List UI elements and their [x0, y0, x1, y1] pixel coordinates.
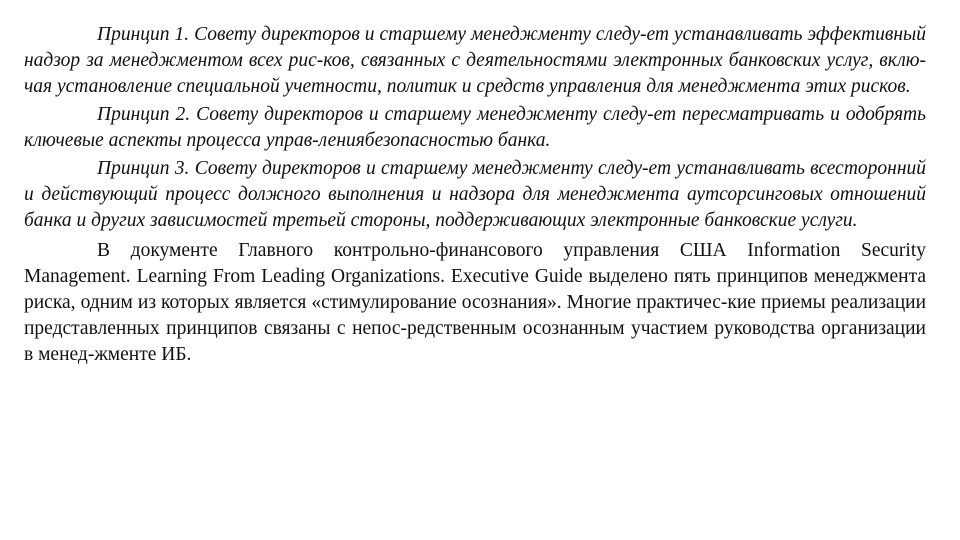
- gao-guide-paragraph: В документе Главного контрольно-финансового управления США Information Security Management. Learning From Leading Organizations. Executive Guide выделено пять принципов менеджмента риска, одним из которых является «стимулирование осознания». Многие практичес-кие приемы реализации представленных принципов связаны с непос-редственным осознанным участием руководства организации в менед-жменте ИБ.: [24, 240, 926, 365]
- document-page: [24, 22, 926, 370]
- principle-1-paragraph: Принцип 1. Совету директоров и старшему менеджменту следу-ет устанавливать эффективный надзор за менеджментом всех рис-ков, связанных с деятельностями электронных банковских услуг, вклю-чая установление специальной учетности, политик и средств управления для менеджмента этих рисков.: [24, 24, 926, 97]
- principle-2-paragraph: Принцип 2. Совету директоров и старшему менеджменту следу-ет пересматривать и одобрять ключевые аспекты процесса управ-лениябезопасностью банка.: [24, 104, 926, 151]
- principle-3-paragraph: Принцип 3. Совету директоров и старшему менеджменту следу-ет устанавливать всесторонний и действующий процесс должного выполнения и надзора для менеджмента аутсорсинговых отношений банка и других зависимостей третьей стороны, поддерживающих электронные банковские услуги.: [24, 158, 926, 231]
